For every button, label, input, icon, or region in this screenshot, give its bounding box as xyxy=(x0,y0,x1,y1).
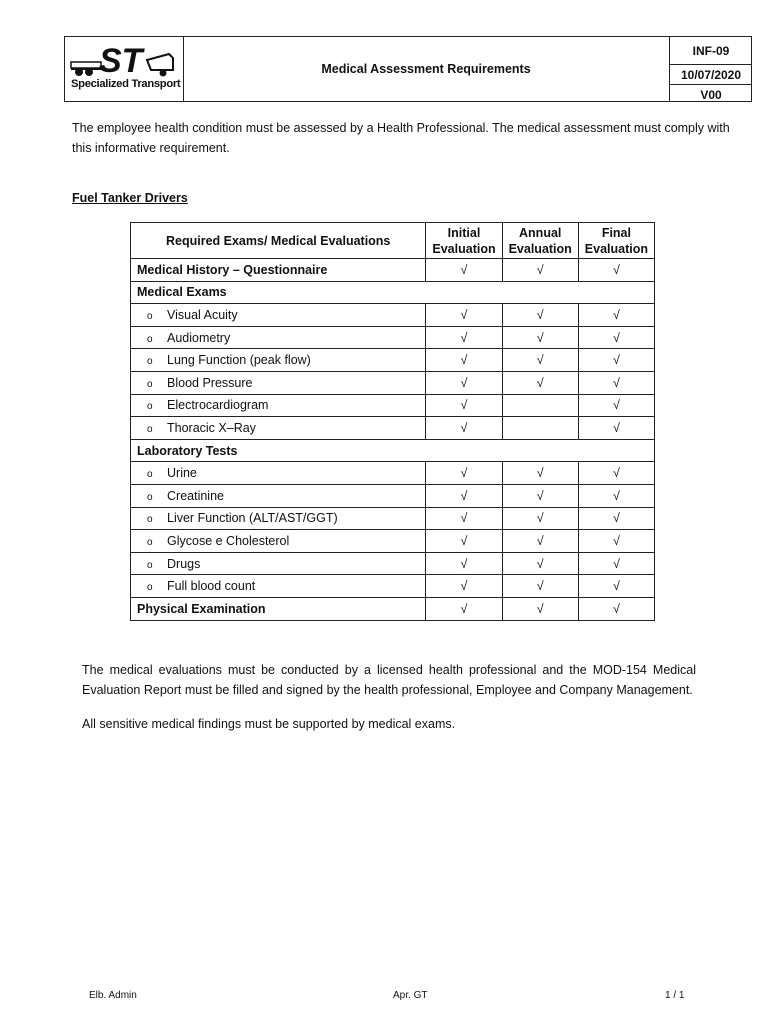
check-annual xyxy=(502,462,578,485)
exam-label-text: Audiometry xyxy=(167,330,231,345)
checkmark-icon: √ xyxy=(536,556,544,571)
checkmark-icon: √ xyxy=(612,533,620,548)
check-annual xyxy=(502,394,578,417)
checkmark-icon: √ xyxy=(612,579,620,594)
table-row xyxy=(131,484,655,507)
check-annual xyxy=(502,507,578,530)
checkmark-icon: √ xyxy=(460,307,468,322)
check-annual xyxy=(502,597,578,620)
checkmark-icon: √ xyxy=(612,353,620,368)
footer-page: 1 / 1 xyxy=(665,990,685,1001)
checkmark-icon: √ xyxy=(536,533,544,548)
exam-label xyxy=(131,597,426,620)
checkmark-icon: √ xyxy=(460,330,468,345)
exam-label xyxy=(131,417,426,440)
check-initial xyxy=(426,530,502,553)
exam-label-text: Blood Pressure xyxy=(167,375,253,390)
checkmark-icon: √ xyxy=(460,556,468,571)
checkmark-icon: √ xyxy=(536,466,544,481)
bullet-icon: o xyxy=(147,333,153,345)
checkmark-icon: √ xyxy=(460,579,468,594)
checkmark-icon: √ xyxy=(460,262,468,277)
table-row xyxy=(131,507,655,530)
check-initial xyxy=(426,484,502,507)
checkmark-icon: √ xyxy=(612,262,620,277)
table-row xyxy=(131,462,655,485)
checkmark-icon: √ xyxy=(536,353,544,368)
checkmark-icon: √ xyxy=(536,330,544,345)
doc-version: V00 xyxy=(700,88,722,102)
check-annual xyxy=(502,417,578,440)
check-initial xyxy=(426,552,502,575)
check-initial xyxy=(426,349,502,372)
table-row xyxy=(131,439,655,462)
bullet-icon: o xyxy=(147,378,153,390)
table-row xyxy=(131,394,655,417)
checkmark-icon: √ xyxy=(460,488,468,503)
check-initial xyxy=(426,304,502,327)
col-header-final: Final Evaluation xyxy=(578,223,654,259)
check-annual xyxy=(502,304,578,327)
exam-label xyxy=(131,507,426,530)
checkmark-icon: √ xyxy=(536,579,544,594)
check-final xyxy=(578,552,654,575)
table-row xyxy=(131,259,655,282)
check-annual xyxy=(502,349,578,372)
check-initial xyxy=(426,417,502,440)
exam-label-text: Thoracic X–Ray xyxy=(167,420,256,435)
exam-label xyxy=(131,304,426,327)
bullet-icon: o xyxy=(147,401,153,413)
table-row xyxy=(131,304,655,327)
exam-label xyxy=(131,462,426,485)
check-final xyxy=(578,304,654,327)
logo-mark: ST xyxy=(99,42,143,80)
checkmark-icon: √ xyxy=(460,398,468,413)
check-final xyxy=(578,394,654,417)
check-final xyxy=(578,417,654,440)
document-title: Medical Assessment Requirements xyxy=(183,37,670,101)
table-row xyxy=(131,417,655,440)
bullet-icon: o xyxy=(147,356,153,368)
check-annual xyxy=(502,484,578,507)
exam-label-text: Electrocardiogram xyxy=(167,398,269,413)
check-annual xyxy=(502,259,578,282)
check-final xyxy=(578,371,654,394)
check-initial xyxy=(426,371,502,394)
company-logo xyxy=(65,37,184,101)
bullet-icon: o xyxy=(147,310,153,322)
checkmark-icon: √ xyxy=(612,601,620,616)
section-title: Fuel Tanker Drivers xyxy=(72,191,188,205)
check-final xyxy=(578,326,654,349)
exam-label-text: Full blood count xyxy=(167,579,256,594)
exam-label xyxy=(131,552,426,575)
checkmark-icon: √ xyxy=(612,466,620,481)
checkmark-icon: √ xyxy=(536,307,544,322)
exam-label-text: Glycose e Cholesterol xyxy=(167,533,290,548)
checkmark-icon: √ xyxy=(536,488,544,503)
checkmark-icon: √ xyxy=(536,601,544,616)
bullet-icon: o xyxy=(147,536,153,548)
intro-paragraph: The employee health condition must be assessed by a Health Professional. The medical assessment must comply with this informative requirement. xyxy=(72,121,730,155)
exam-label xyxy=(131,394,426,417)
check-final xyxy=(578,507,654,530)
checkmark-icon: √ xyxy=(612,420,620,435)
document-meta xyxy=(670,37,752,101)
checkmark-icon: √ xyxy=(460,466,468,481)
footer-elaborated: Elb. Admin xyxy=(89,990,137,1001)
checkmark-icon: √ xyxy=(612,375,620,390)
check-final xyxy=(578,259,654,282)
checkmark-icon: √ xyxy=(460,420,468,435)
exam-label-text: Lung Function (peak flow) xyxy=(167,353,311,368)
check-annual xyxy=(502,326,578,349)
col-header-exam: Required Exams/ Medical Evaluations xyxy=(131,223,426,259)
exam-label-text: Liver Function (ALT/AST/GGT) xyxy=(167,511,338,526)
exams-table xyxy=(130,222,655,621)
check-initial xyxy=(426,259,502,282)
table-row xyxy=(131,326,655,349)
exam-label xyxy=(131,259,426,282)
col-header-annual: Annual Evaluation xyxy=(502,223,578,259)
checkmark-icon: √ xyxy=(460,375,468,390)
bullet-icon: o xyxy=(147,423,153,435)
exam-label-text: Visual Acuity xyxy=(167,307,238,322)
check-annual xyxy=(502,371,578,394)
checkmark-icon: √ xyxy=(460,533,468,548)
checkmark-icon: √ xyxy=(536,375,544,390)
check-initial xyxy=(426,394,502,417)
conduct-paragraph: The medical evaluations must be conducted by a licensed health professional and the MOD-154 Medical Evaluation Report must be filled and signed by the health professional, Employee and Company Management. xyxy=(82,663,696,697)
exam-label-text: Urine xyxy=(167,466,197,481)
checkmark-icon: √ xyxy=(460,601,468,616)
col-header-initial: Initial Evaluation xyxy=(426,223,502,259)
bullet-icon: o xyxy=(147,491,153,503)
exam-label xyxy=(131,371,426,394)
check-annual xyxy=(502,552,578,575)
checkmark-icon: √ xyxy=(460,353,468,368)
checkmark-icon: √ xyxy=(612,511,620,526)
footer-approved: Apr. GT xyxy=(393,990,428,1001)
check-final xyxy=(578,484,654,507)
table-row xyxy=(131,597,655,620)
exam-label-text: Medical History – Questionnaire xyxy=(137,262,328,277)
check-annual xyxy=(502,575,578,598)
check-initial xyxy=(426,597,502,620)
exam-label-text: Creatinine xyxy=(167,488,224,503)
check-final xyxy=(578,575,654,598)
exam-label xyxy=(131,349,426,372)
check-initial xyxy=(426,462,502,485)
document-header xyxy=(64,36,752,102)
check-initial xyxy=(426,575,502,598)
doc-code: INF-09 xyxy=(670,37,752,65)
check-initial xyxy=(426,326,502,349)
exam-label xyxy=(131,484,426,507)
table-row xyxy=(131,575,655,598)
checkmark-icon: √ xyxy=(612,556,620,571)
exam-label xyxy=(131,530,426,553)
bullet-icon: o xyxy=(147,582,153,594)
table-row xyxy=(131,371,655,394)
bullet-icon: o xyxy=(147,514,153,526)
logo-text: Specialized Transport xyxy=(71,78,181,90)
checkmark-icon: √ xyxy=(536,262,544,277)
bullet-icon: o xyxy=(147,559,153,571)
doc-date: 10/07/2020 xyxy=(670,65,752,85)
exam-label xyxy=(131,281,655,304)
table-row xyxy=(131,552,655,575)
exam-label-text: Laboratory Tests xyxy=(137,443,238,458)
checkmark-icon: √ xyxy=(460,511,468,526)
checkmark-icon: √ xyxy=(536,511,544,526)
exam-label-text: Physical Examination xyxy=(137,601,266,616)
check-final xyxy=(578,597,654,620)
truck-logo-icon xyxy=(69,42,179,80)
check-final xyxy=(578,462,654,485)
checkmark-icon: √ xyxy=(612,330,620,345)
exam-label xyxy=(131,575,426,598)
bullet-icon: o xyxy=(147,469,153,481)
table-row xyxy=(131,349,655,372)
exam-label xyxy=(131,439,655,462)
checkmark-icon: √ xyxy=(612,398,620,413)
exams-table-body xyxy=(131,259,655,621)
check-final xyxy=(578,349,654,372)
findings-paragraph: All sensitive medical findings must be supported by medical exams. xyxy=(82,717,456,731)
table-row xyxy=(131,281,655,304)
exam-label xyxy=(131,326,426,349)
exam-label-text: Drugs xyxy=(167,556,201,571)
checkmark-icon: √ xyxy=(612,488,620,503)
check-initial xyxy=(426,507,502,530)
exam-label-text: Medical Exams xyxy=(137,285,227,300)
check-annual xyxy=(502,530,578,553)
checkmark-icon: √ xyxy=(612,307,620,322)
table-row xyxy=(131,530,655,553)
check-final xyxy=(578,530,654,553)
